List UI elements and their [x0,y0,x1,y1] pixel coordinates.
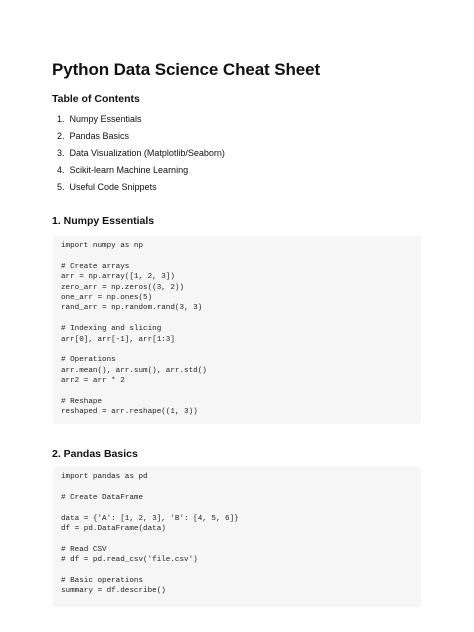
code-line: # Read CSV [61,545,107,554]
section-heading-pandas: 2. Pandas Basics [52,448,138,460]
code-line [61,386,413,396]
code-line: # Operations [61,356,116,365]
toc-item-snippets[interactable] [57,179,225,196]
code-line: rand_arr = np.random.rand(3, 3) [61,304,203,313]
toc-item-number: 3. [57,148,65,158]
code-line: # Create DataFrame [61,493,144,502]
code-line [61,566,413,576]
toc-item-number: 1. [57,114,65,124]
toc-item-label: Numpy Essentials [69,114,142,124]
code-line [61,503,413,513]
toc-item-scikit-learn[interactable] [57,162,225,179]
toc-item-label: Useful Code Snippets [69,182,157,192]
code-line [61,314,413,324]
code-line: df = pd.DataFrame(data) [61,524,166,533]
code-line: import numpy as np [61,242,144,250]
code-line: arr2 = arr * 2 [61,377,125,386]
code-line: reshaped = arr.reshape((1, 3)) [61,408,198,417]
code-line: # df = pd.read_csv('file.csv') [61,556,198,565]
code-line: arr[0], arr[-1], arr[1:3] [61,335,175,344]
code-line: # Reshape [61,397,103,406]
page-title: Python Data Science Cheat Sheet [52,60,321,79]
code-block-numpy[interactable] [53,236,421,424]
code-line: data = {'A': [1, 2, 3], 'B': [4, 5, 6]} [61,514,239,523]
toc-heading: Table of Contents [52,93,140,105]
code-line: summary = df.describe() [61,587,166,596]
toc-item-number: 5. [57,182,65,192]
code-line: arr.mean(), arr.sum(), arr.std() [61,366,207,375]
code-line: import pandas as pd [61,473,148,481]
code-line: one_arr = np.ones(5) [61,293,153,302]
toc-item-numpy[interactable] [57,111,225,128]
code-line: # Indexing and slicing [61,325,162,334]
section-heading-numpy: 1. Numpy Essentials [52,215,155,227]
toc-item-visualization[interactable] [57,145,225,162]
code-line: arr = np.array([1, 2, 3]) [61,273,175,282]
code-line [61,534,413,544]
code-line: zero_arr = np.zeros((3, 2)) [61,283,185,292]
code-line [61,482,413,492]
code-line: # Create arrays [61,262,130,271]
code-line: # Basic operations [61,576,144,585]
code-line [61,345,413,355]
toc-item-label: Pandas Basics [69,131,130,141]
toc-item-label: Data Visualization (Matplotlib/Seaborn) [69,148,225,158]
table-of-contents [57,111,225,196]
toc-item-label: Scikit-learn Machine Learning [69,165,189,175]
code-block-pandas[interactable] [53,467,421,607]
code-line [61,251,413,261]
toc-item-number: 4. [57,165,65,175]
toc-item-number: 2. [57,131,65,141]
toc-item-pandas[interactable] [57,128,225,145]
